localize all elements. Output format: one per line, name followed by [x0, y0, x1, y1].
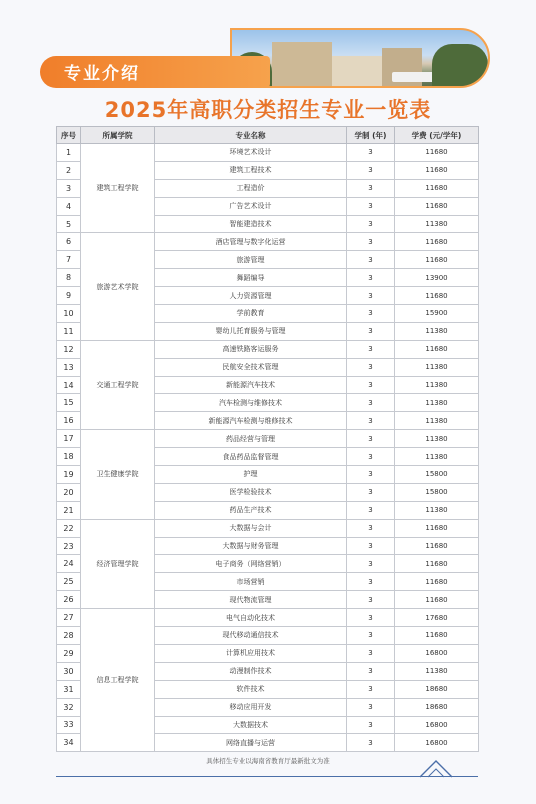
duration-years: 3: [347, 305, 395, 323]
tuition-fee: 11380: [395, 412, 479, 430]
duration-years: 3: [347, 627, 395, 645]
duration-years: 3: [347, 376, 395, 394]
duration-years: 3: [347, 698, 395, 716]
duration-years: 3: [347, 287, 395, 305]
row-number: 12: [57, 340, 81, 358]
tuition-fee: 11380: [395, 662, 479, 680]
major-name: 现代移动通信技术: [155, 627, 347, 645]
row-number: 28: [57, 627, 81, 645]
mountain-icon: [418, 758, 454, 778]
table-row: [57, 340, 479, 358]
table-body: [57, 144, 479, 752]
major-name: 动漫制作技术: [155, 662, 347, 680]
column-header-major: 专业名称: [155, 127, 347, 144]
row-number: 23: [57, 537, 81, 555]
college-cell: 旅游艺术学院: [81, 233, 155, 340]
college-cell: 交通工程学院: [81, 340, 155, 429]
duration-years: 3: [347, 644, 395, 662]
tuition-fee: 11680: [395, 555, 479, 573]
table-row: [57, 233, 479, 251]
row-number: 11: [57, 322, 81, 340]
duration-years: 3: [347, 680, 395, 698]
major-name: 医学检验技术: [155, 483, 347, 501]
duration-years: 3: [347, 430, 395, 448]
row-number: 22: [57, 519, 81, 537]
duration-years: 3: [347, 448, 395, 466]
duration-years: 3: [347, 662, 395, 680]
row-number: 29: [57, 644, 81, 662]
major-name: 旅游管理: [155, 251, 347, 269]
major-name: 移动应用开发: [155, 698, 347, 716]
major-name: 学前教育: [155, 305, 347, 323]
column-header-no: 序号: [57, 127, 81, 144]
row-number: 33: [57, 716, 81, 734]
duration-years: 3: [347, 161, 395, 179]
major-name: 软件技术: [155, 680, 347, 698]
duration-years: 3: [347, 394, 395, 412]
row-number: 7: [57, 251, 81, 269]
footnote: 具体招生专业以海南省教育厅最新批文为准: [206, 757, 330, 765]
tuition-fee: 11680: [395, 233, 479, 251]
major-name: 药品经营与管理: [155, 430, 347, 448]
tuition-fee: 11680: [395, 537, 479, 555]
duration-years: 3: [347, 179, 395, 197]
row-number: 32: [57, 698, 81, 716]
tuition-fee: 11680: [395, 340, 479, 358]
major-name: 舞蹈编导: [155, 269, 347, 287]
row-number: 9: [57, 287, 81, 305]
duration-years: 3: [347, 555, 395, 573]
major-name: 建筑工程技术: [155, 161, 347, 179]
college-cell: 卫生健康学院: [81, 430, 155, 519]
duration-years: 3: [347, 466, 395, 484]
tuition-fee: 11680: [395, 179, 479, 197]
duration-years: 3: [347, 591, 395, 609]
duration-years: 3: [347, 233, 395, 251]
duration-years: 3: [347, 358, 395, 376]
table-header-row: [57, 127, 479, 144]
row-number: 24: [57, 555, 81, 573]
duration-years: 3: [347, 716, 395, 734]
column-header-college: 所属学院: [81, 127, 155, 144]
tuition-fee: 11680: [395, 573, 479, 591]
college-cell: 经济管理学院: [81, 519, 155, 608]
major-name: 新能源汽车检测与维修技术: [155, 412, 347, 430]
major-name: 酒店管理与数字化运营: [155, 233, 347, 251]
duration-years: 3: [347, 251, 395, 269]
row-number: 34: [57, 734, 81, 752]
row-number: 20: [57, 483, 81, 501]
column-header-fee: 学费 (元/学年): [395, 127, 479, 144]
table-row: [57, 519, 479, 537]
section-title: 专业介绍: [64, 64, 140, 84]
row-number: 17: [57, 430, 81, 448]
tuition-fee: 16800: [395, 716, 479, 734]
building-shape: [332, 56, 382, 86]
majors-table: [56, 126, 479, 752]
major-name: 电子商务（网络营销）: [155, 555, 347, 573]
major-name: 食品药品监督管理: [155, 448, 347, 466]
major-name: 工程造价: [155, 179, 347, 197]
tuition-fee: 11380: [395, 322, 479, 340]
row-number: 3: [57, 179, 81, 197]
row-number: 4: [57, 197, 81, 215]
row-number: 30: [57, 662, 81, 680]
row-number: 16: [57, 412, 81, 430]
bottom-rule: [56, 776, 478, 777]
row-number: 15: [57, 394, 81, 412]
duration-years: 3: [347, 501, 395, 519]
document-title: 2025年高职分类招生专业一览表: [104, 98, 432, 122]
major-name: 电气自动化技术: [155, 609, 347, 627]
major-name: 高速铁路客运服务: [155, 340, 347, 358]
row-number: 5: [57, 215, 81, 233]
table-row: [57, 609, 479, 627]
tuition-fee: 11380: [395, 501, 479, 519]
major-name: 民航安全技术管理: [155, 358, 347, 376]
college-cell: 信息工程学院: [81, 609, 155, 752]
major-name: 市场营销: [155, 573, 347, 591]
row-number: 14: [57, 376, 81, 394]
row-number: 25: [57, 573, 81, 591]
tuition-fee: 11680: [395, 144, 479, 162]
major-name: 汽车检测与维修技术: [155, 394, 347, 412]
major-name: 人力资源管理: [155, 287, 347, 305]
duration-years: 3: [347, 197, 395, 215]
tuition-fee: 15800: [395, 483, 479, 501]
duration-years: 3: [347, 322, 395, 340]
duration-years: 3: [347, 483, 395, 501]
row-number: 6: [57, 233, 81, 251]
tuition-fee: 11680: [395, 287, 479, 305]
tuition-fee: 17680: [395, 609, 479, 627]
column-header-years: 学制 (年): [347, 127, 395, 144]
tuition-fee: 11380: [395, 376, 479, 394]
tuition-fee: 18680: [395, 680, 479, 698]
row-number: 13: [57, 358, 81, 376]
row-number: 27: [57, 609, 81, 627]
duration-years: 3: [347, 573, 395, 591]
tuition-fee: 15800: [395, 466, 479, 484]
row-number: 8: [57, 269, 81, 287]
tuition-fee: 11680: [395, 627, 479, 645]
tuition-fee: 11380: [395, 358, 479, 376]
duration-years: 3: [347, 412, 395, 430]
duration-years: 3: [347, 269, 395, 287]
row-number: 21: [57, 501, 81, 519]
duration-years: 3: [347, 340, 395, 358]
duration-years: 3: [347, 609, 395, 627]
tree-shape: [432, 44, 488, 86]
major-name: 智能建造技术: [155, 215, 347, 233]
duration-years: 3: [347, 519, 395, 537]
tuition-fee: 11680: [395, 161, 479, 179]
tuition-fee: 11380: [395, 394, 479, 412]
tuition-fee: 11680: [395, 591, 479, 609]
building-shape: [272, 42, 332, 86]
row-number: 18: [57, 448, 81, 466]
tuition-fee: 18680: [395, 698, 479, 716]
major-name: 网络直播与运营: [155, 734, 347, 752]
major-name: 大数据技术: [155, 716, 347, 734]
row-number: 1: [57, 144, 81, 162]
tuition-fee: 11380: [395, 448, 479, 466]
tuition-fee: 11380: [395, 215, 479, 233]
college-cell: 建筑工程学院: [81, 144, 155, 233]
major-name: 新能源汽车技术: [155, 376, 347, 394]
tuition-fee: 11680: [395, 519, 479, 537]
row-number: 2: [57, 161, 81, 179]
table-row: [57, 144, 479, 162]
duration-years: 3: [347, 537, 395, 555]
major-name: 护理: [155, 466, 347, 484]
row-number: 19: [57, 466, 81, 484]
header-banner: [40, 28, 490, 88]
major-name: 大数据与财务管理: [155, 537, 347, 555]
tuition-fee: 11680: [395, 251, 479, 269]
tuition-fee: 11380: [395, 430, 479, 448]
duration-years: 3: [347, 144, 395, 162]
duration-years: 3: [347, 734, 395, 752]
row-number: 26: [57, 591, 81, 609]
major-name: 计算机应用技术: [155, 644, 347, 662]
tuition-fee: 16800: [395, 644, 479, 662]
major-name: 药品生产技术: [155, 501, 347, 519]
table-row: [57, 430, 479, 448]
row-number: 10: [57, 305, 81, 323]
tuition-fee: 15900: [395, 305, 479, 323]
tuition-fee: 16800: [395, 734, 479, 752]
major-name: 大数据与会计: [155, 519, 347, 537]
major-name: 广告艺术设计: [155, 197, 347, 215]
major-name: 现代物流管理: [155, 591, 347, 609]
tuition-fee: 13900: [395, 269, 479, 287]
row-number: 31: [57, 680, 81, 698]
major-name: 环境艺术设计: [155, 144, 347, 162]
duration-years: 3: [347, 215, 395, 233]
tuition-fee: 11680: [395, 197, 479, 215]
major-name: 婴幼儿托育服务与管理: [155, 322, 347, 340]
